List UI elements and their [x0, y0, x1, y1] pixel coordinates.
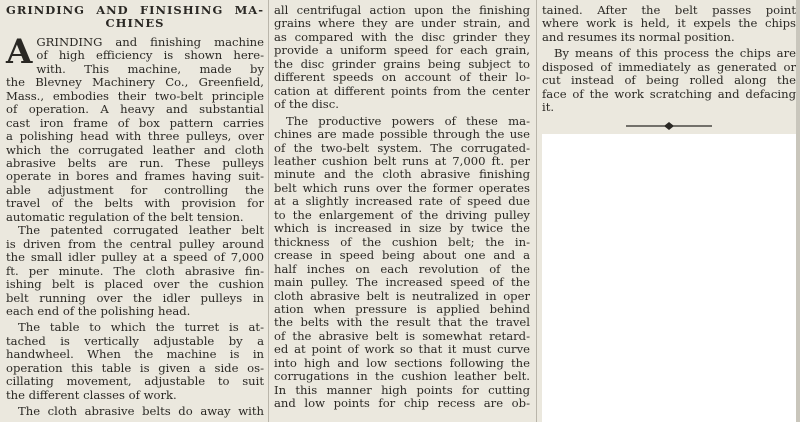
text-line: grains where they are under strain, and	[274, 17, 530, 31]
text-line: of the two-belt system. The corrugated-	[274, 141, 530, 155]
text-line: belt running over the idler pulleys in	[6, 291, 264, 305]
text-line: By means of this process the chips are	[554, 47, 796, 61]
text-line: different speeds on account of their lo-	[274, 71, 530, 85]
text-line: abrasive belts are run. These pulleys	[6, 156, 264, 170]
text-line: which is increased in size by twice the	[274, 222, 530, 236]
text-line: cillating movement, adjustable to suit	[6, 375, 264, 389]
text-line: it.	[542, 101, 555, 115]
text-line: The productive powers of these ma-	[286, 114, 530, 128]
text-line: chines are made possible through the use	[274, 128, 530, 142]
blank-area	[542, 134, 800, 422]
article-title-line-2: CHINES	[105, 17, 165, 31]
text-line: into high and low sections following the	[274, 356, 530, 370]
text-line: cloth abrasive belt is neutralized in oper	[274, 289, 530, 303]
section-end-ornament	[624, 121, 714, 131]
text-line: at a slightly increased rate of speed due	[274, 195, 530, 209]
page-edge	[796, 0, 800, 422]
drop-cap: A	[6, 31, 33, 72]
column-2	[274, 4, 530, 411]
text-line: of high efficiency is shown here-	[36, 49, 264, 63]
text-line: which the corrugated leather and cloth	[6, 143, 264, 157]
text-line: is driven from the central pulley around	[6, 237, 264, 251]
text-line: the belts with the result that the travel	[274, 316, 530, 330]
text-line: with. This machine, made by	[36, 62, 264, 76]
text-line: thickness of the cushion belt; the in-	[274, 235, 530, 249]
text-line: main pulley. The increased speed of the	[274, 276, 530, 290]
text-line: automatic regulation of the belt tension.	[6, 210, 244, 224]
text-line: cast iron frame of box pattern carries	[6, 116, 264, 130]
column-3	[542, 4, 796, 131]
text-line: ft. per minute. The cloth abrasive fin-	[6, 264, 264, 278]
text-line: In this manner high points for cutting	[274, 383, 530, 397]
text-line: able adjustment for controlling the	[6, 183, 264, 197]
text-line: handwheel. When the machine is in	[6, 348, 264, 362]
article-title-line-1: GRINDING AND FINISHING MA-	[6, 4, 264, 17]
text-line: and low points for chip recess are ob-	[274, 397, 530, 411]
text-line: all centrifugal action upon the finishing	[274, 4, 530, 17]
text-line: each end of the polishing head.	[6, 304, 191, 318]
text-line: cation at different points from the center	[274, 84, 530, 98]
column-rule	[536, 0, 537, 422]
text-line: travel of the belts with provision for	[6, 197, 264, 211]
text-line: minute and the cloth abrasive finishing	[274, 168, 530, 182]
text-line: face of the work scratching and defacing	[542, 87, 796, 101]
column-rule	[268, 0, 269, 422]
text-line: tached is vertically adjustable by a	[6, 334, 264, 348]
text-line: crease in speed being about one and a	[274, 249, 530, 263]
text-line: leather cushion belt runs at 7,000 ft. per	[274, 154, 530, 168]
text-line: the Blevney Machinery Co., Greenfield,	[6, 76, 264, 90]
text-line: of operation. A heavy and substantial	[6, 103, 264, 117]
text-line: tained. After the belt passes point	[542, 4, 796, 17]
text-line: the disc grinder grains being subject to	[274, 57, 530, 71]
text-line: the different classes of work.	[6, 388, 177, 402]
text-line: ed at point of work so that it must curve	[274, 343, 530, 357]
text-line: to the enlargement of the driving pulley	[274, 208, 530, 222]
text-line: GRINDING and finishing machine	[36, 35, 264, 49]
text-line: ishing belt is placed over the cushion	[6, 278, 264, 292]
text-line: corrugations in the cushion leather belt.	[274, 370, 530, 384]
text-line: of the disc.	[274, 98, 339, 112]
text-line: Mass., embodies their two-belt principle	[6, 89, 264, 103]
text-line: the small idler pulley at a speed of 7,000	[6, 251, 264, 265]
text-line: The patented corrugated leather belt	[18, 224, 264, 238]
text-line: operation this table is given a side os-	[6, 361, 264, 375]
text-line: operate in bores and frames having suit-	[6, 170, 264, 184]
text-line: a polishing head with three pulleys, over	[6, 130, 264, 144]
text-line: of the abrasive belt is somewhat retard-	[274, 329, 530, 343]
text-line: ation when pressure is applied behind	[274, 302, 530, 316]
text-line: disposed of immediately as generated or	[542, 60, 796, 74]
text-line: The table to which the turret is at-	[18, 321, 264, 335]
column-1	[6, 4, 264, 419]
text-line: belt which runs over the former operates	[274, 181, 530, 195]
text-line: half inches on each revolution of the	[274, 262, 530, 276]
text-line: cut instead of being rolled along the	[542, 74, 796, 88]
text-line: provide a uniform speed for each grain,	[274, 44, 530, 58]
text-line: and resumes its normal position.	[542, 30, 735, 44]
text-line: The cloth abrasive belts do away with	[18, 405, 264, 419]
text-line: as compared with the disc grinder they	[274, 30, 530, 44]
text-line: where work is held, it expels the chips	[542, 17, 796, 31]
